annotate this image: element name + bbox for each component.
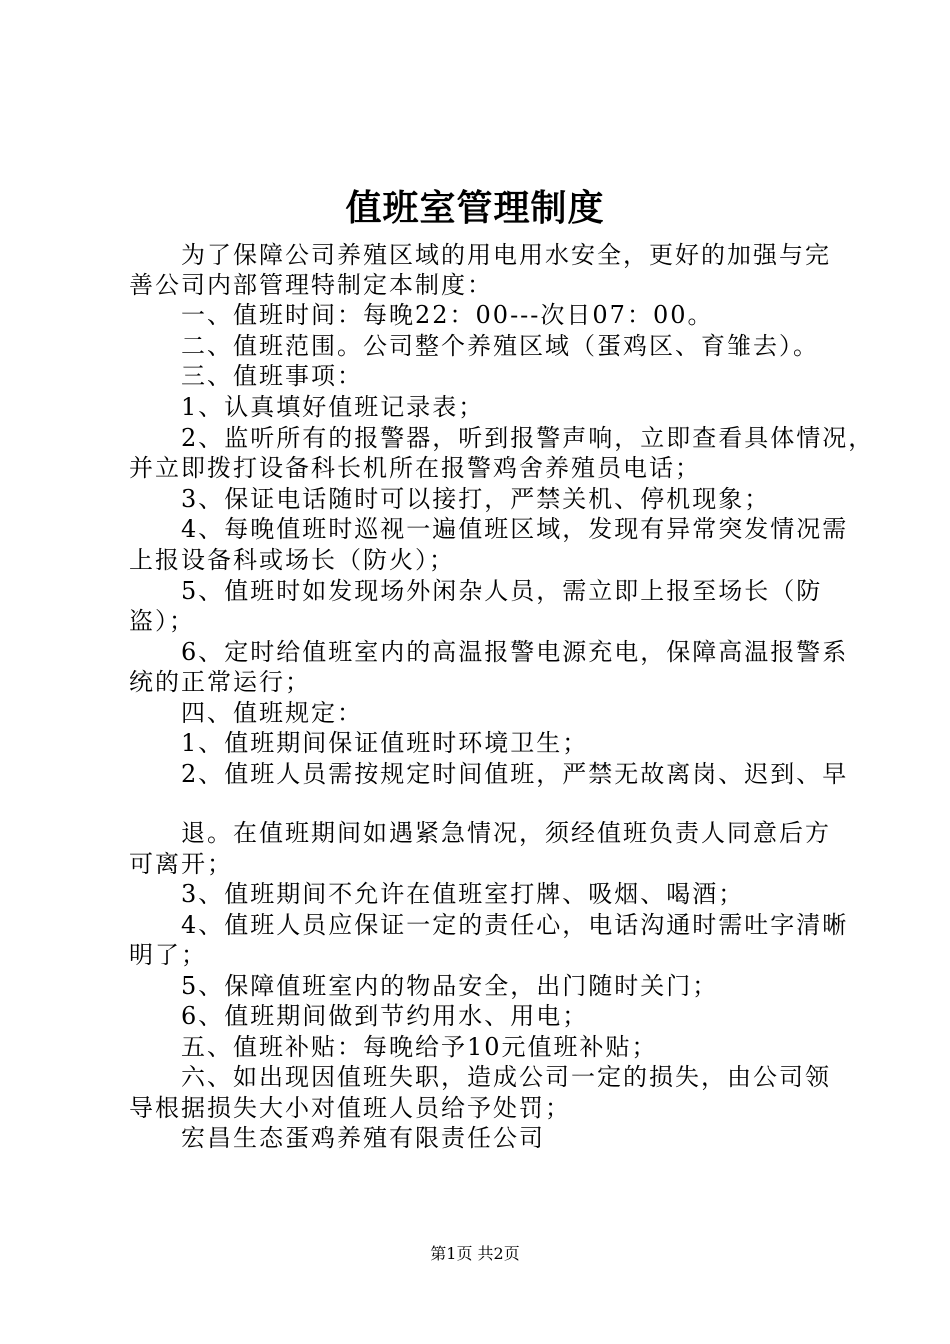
text-line: 四、值班规定： — [129, 699, 363, 727]
document-title: 值班室管理制度 — [345, 187, 605, 229]
text-line: 退。在值班期间如遇紧急情况，须经值班负责人同意后方 — [129, 819, 831, 847]
text-line: 善公司内部管理特制定本制度： — [129, 271, 493, 299]
text-line: 统的正常运行； — [129, 668, 311, 696]
text-line: 6、值班期间做到节约用水、用电； — [129, 1002, 589, 1030]
text-line: 3、值班期间不允许在值班室打牌、吸烟、喝酒； — [129, 880, 745, 908]
text-line: 5、保障值班室内的物品安全，出门随时关门； — [129, 972, 719, 1000]
text-line: 宏昌生态蛋鸡养殖有限责任公司 — [129, 1124, 545, 1152]
text-line: 6、定时给值班室内的高温报警电源充电，保障高温报警系 — [129, 638, 849, 666]
text-line: 1、值班期间保证值班时环境卫生； — [129, 729, 589, 757]
text-line: 为了保障公司养殖区域的用电用水安全，更好的加强与完 — [129, 241, 831, 269]
text-line: 上报设备科或场长（防火）； — [129, 546, 455, 574]
text-line: 3、保证电话随时可以接打，严禁关机、停机现象； — [129, 485, 771, 513]
text-line: 可离开； — [129, 850, 233, 878]
page-number-footer: 第1页 共2页 — [430, 1244, 520, 1263]
text-line: 二、值班范围。公司整个养殖区域（蛋鸡区、育雏去）。 — [129, 332, 819, 360]
text-line: 4、值班人员应保证一定的责任心，电话沟通时需吐字清晰 — [129, 911, 849, 939]
text-line: 五、值班补贴：每晚给予10元值班补贴； — [129, 1033, 658, 1061]
text-line: 六、如出现因值班失职，造成公司一定的损失，由公司领 — [129, 1063, 831, 1091]
text-line: 一、值班时间：每晚22：00---次日07：00。 — [129, 301, 714, 329]
text-line: 盗）； — [129, 607, 195, 635]
text-line: 2、值班人员需按规定时间值班，严禁无故离岗、迟到、早 — [129, 760, 849, 788]
text-line: 5、值班时如发现场外闲杂人员，需立即上报至场长（防 — [129, 577, 823, 605]
text-line: 明了； — [129, 941, 207, 969]
text-line: 三、值班事项： — [129, 362, 363, 390]
text-line: 2、监听所有的报警器，听到报警声响，立即查看具体情况， — [129, 424, 875, 452]
text-line: 1、认真填好值班记录表； — [129, 393, 485, 421]
text-line: 并立即拨打设备科长机所在报警鸡舍养殖员电话； — [129, 454, 701, 482]
text-line: 4、每晚值班时巡视一遍值班区域，发现有异常突发情况需 — [129, 515, 849, 543]
text-line: 导根据损失大小对值班人员给予处罚； — [129, 1094, 571, 1122]
